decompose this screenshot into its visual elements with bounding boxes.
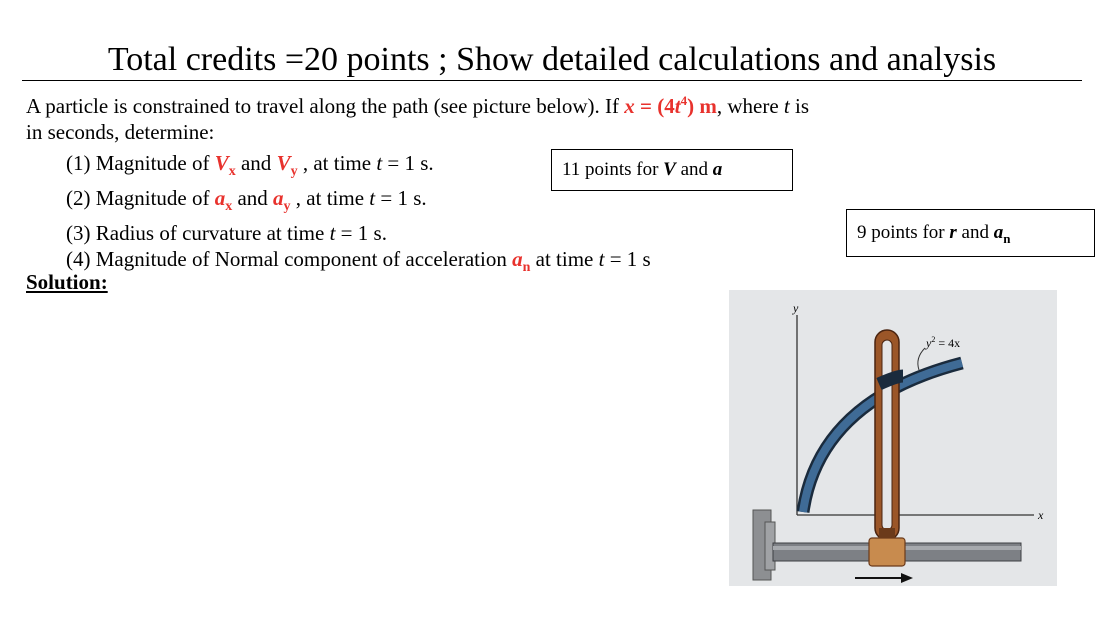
mechanism-diagram	[729, 290, 1057, 586]
path-figure	[729, 290, 1057, 586]
question-item-1: (1) Magnitude of $V_x$ and $V_y$ , at time t = 1 s.	[66, 151, 434, 180]
points-box-velocity-acceleration: 11 points for V and a	[551, 149, 793, 191]
solution-label: Solution:	[26, 270, 108, 294]
y-axis-label: y	[793, 301, 799, 315]
problem-line-1: A particle is constrained to travel along the path (see picture below). If $x = (4t^4)$ m, where t is	[26, 93, 810, 118]
sliding-collar	[869, 538, 905, 566]
guide-slot	[882, 340, 892, 530]
title-divider	[22, 80, 1082, 81]
question-item-4: (4) Magnitude of Normal component of acceleration $a_n$ at time t = 1 s	[66, 247, 651, 276]
curve-equation-label: $y^2 = 4x$	[926, 335, 961, 350]
page-title: Total credits =20 points ; Show detailed calculations and analysis	[107, 41, 997, 78]
question-item-2: (2) Magnitude of $a_x$ and $a_y$ , at time t = 1 s.	[66, 186, 427, 215]
points-box-radius-normal: 9 points for r and $a_n$	[846, 209, 1095, 257]
problem-statement	[26, 88, 1086, 145]
x-axis-label: x	[1038, 508, 1044, 522]
question-item-3: (3) Radius of curvature at time t = 1 s.	[66, 221, 387, 246]
position-equation: $x = (4t^4)$ m	[624, 93, 717, 118]
rod-through-slot	[879, 376, 903, 384]
problem-line-2: in seconds, determine:	[26, 120, 215, 144]
